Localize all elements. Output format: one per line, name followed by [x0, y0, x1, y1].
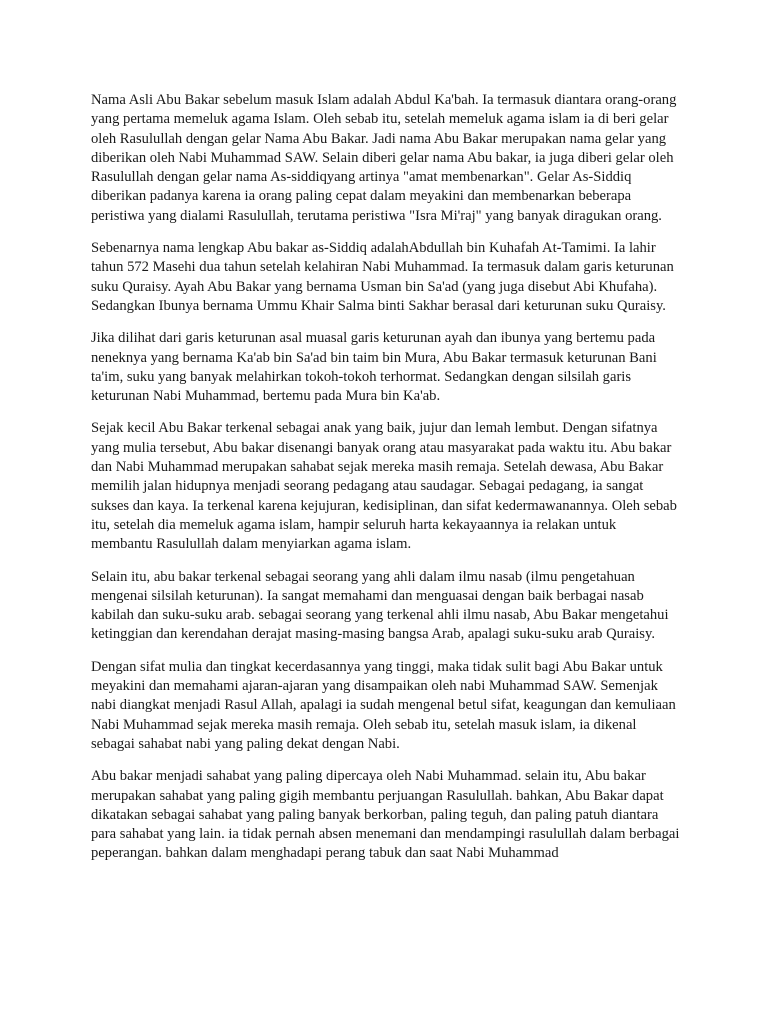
paragraph-7: Abu bakar menjadi sahabat yang paling dipercaya oleh Nabi Muhammad. selain itu, Abu bakar merupakan sahabat yang paling gigih membantu perjuangan Rasulullah. bahkan, Abu Bakar dapat dikatakan sebagai sahabat yang paling banyak berkorban, paling teguh, dan paling patuh diantara para sahabat yang lain. ia tidak pernah absen menemani dan mendampingi rasulullah dalam berbagai peperangan. bahkan dalam menghadapi perang tabuk dan saat Nabi Muhammad	[91, 768, 680, 862]
paragraph-4: Sejak kecil Abu Bakar terkenal sebagai anak yang baik, jujur dan lemah lembut. Dengan sifatnya yang mulia tersebut, Abu bakar disenangi banyak orang atau masyarakat pada waktu itu. Abu bakar dan Nabi Muhammad merupakan sahabat sejak mereka masih remaja. Setelah dewasa, Abu Bakar memilih jalan hidupnya menjadi seorang pedagang atau saudagar. Sebagai pedagang, ia sangat sukses dan kaya. Ia terkenal karena kejujuran, kedisiplinan, dan sifat kedermawanannya. Oleh sebab itu, setelah dia memeluk agama islam, hampir seluruh harta kekayaannya ia relakan untuk membantu Rasulullah dalam menyiarkan agama islam.	[91, 420, 677, 553]
paragraph-5: Selain itu, abu bakar terkenal sebagai seorang yang ahli dalam ilmu nasab (ilmu pengetahuan mengenai silsilah keturunan). Ia sangat memahami dan menguasai dengan baik berbagai nasab kabilah dan suku-suku arab. sebagai seorang yang terkenal ahli ilmu nasab, Abu Bakar mengetahui ketinggian dan kerendahan derajat masing-masing bangsa Arab, apalagi suku-suku arab Quraisy.	[91, 568, 669, 643]
paragraph-2: Sebenarnya nama lengkap Abu bakar as-Siddiq adalahAbdullah bin Kuhafah At-Tamimi. Ia lahir tahun 572 Masehi dua tahun setelah kelahiran Nabi Muhammad. Ia termasuk dalam garis keturunan suku Quraisy. Ayah Abu Bakar yang bernama Usman bin Sa'ad (yang juga disebut Abi Khufaha). Sedangkan Ibunya bernama Ummu Khair Salma binti Sakhar berasal dari keturunan suku Quraisy.	[91, 240, 674, 314]
paragraph-3: Jika dilihat dari garis keturunan asal muasal garis keturunan ayah dan ibunya yang bertemu pada neneknya yang bernama Ka'ab bin Sa'ad bin taim bin Mura, Abu Bakar termasuk keturunan Bani ta'im, suku yang banyak melahirkan tokoh-tokoh terhormat. Sedangkan dengan silsilah garis keturunan Nabi Muhammad, bertemu pada Mura bin Ka'ab.	[91, 330, 657, 405]
paragraph-1: Nama Asli Abu Bakar sebelum masuk Islam adalah Abdul Ka'bah. Ia termasuk diantara orang-orang yang pertama memeluk agama Islam. Oleh sebab itu, setelah memeluk agama islam ia di beri gelar oleh Rasulullah dengan gelar Nama Abu Bakar. Jadi nama Abu Bakar merupakan nama gelar yang diberikan oleh Nabi Muhammad SAW. Selain diberi gelar nama Abu bakar, ia juga diberi gelar oleh Rasulullah dengan gelar nama As-siddiqyang artinya "amat membenarkan". Gelar As-Siddiq diberikan padanya karena ia orang paling cepat dalam meyakini dan membenarkan beberapa peristiwa yang dialami Rasulullah, terutama peristiwa "Isra Mi'raj" yang banyak diragukan orang.	[91, 92, 677, 224]
paragraph-6: Dengan sifat mulia dan tingkat kecerdasannya yang tinggi, maka tidak sulit bagi Abu Bakar untuk meyakini dan memahami ajaran-ajaran yang disampaikan oleh nabi Muhammad SAW. Semenjak nabi diangkat menjadi Rasul Allah, apalagi ia sudah mengenal betul sifat, keagungan dan kemuliaan Nabi Muhammad sejak mereka masih remaja. Oleh sebab itu, setelah masuk islam, ia dikenal sebagai sahabat nabi yang paling dekat dengan Nabi.	[91, 658, 676, 752]
document-body	[91, 91, 681, 877]
